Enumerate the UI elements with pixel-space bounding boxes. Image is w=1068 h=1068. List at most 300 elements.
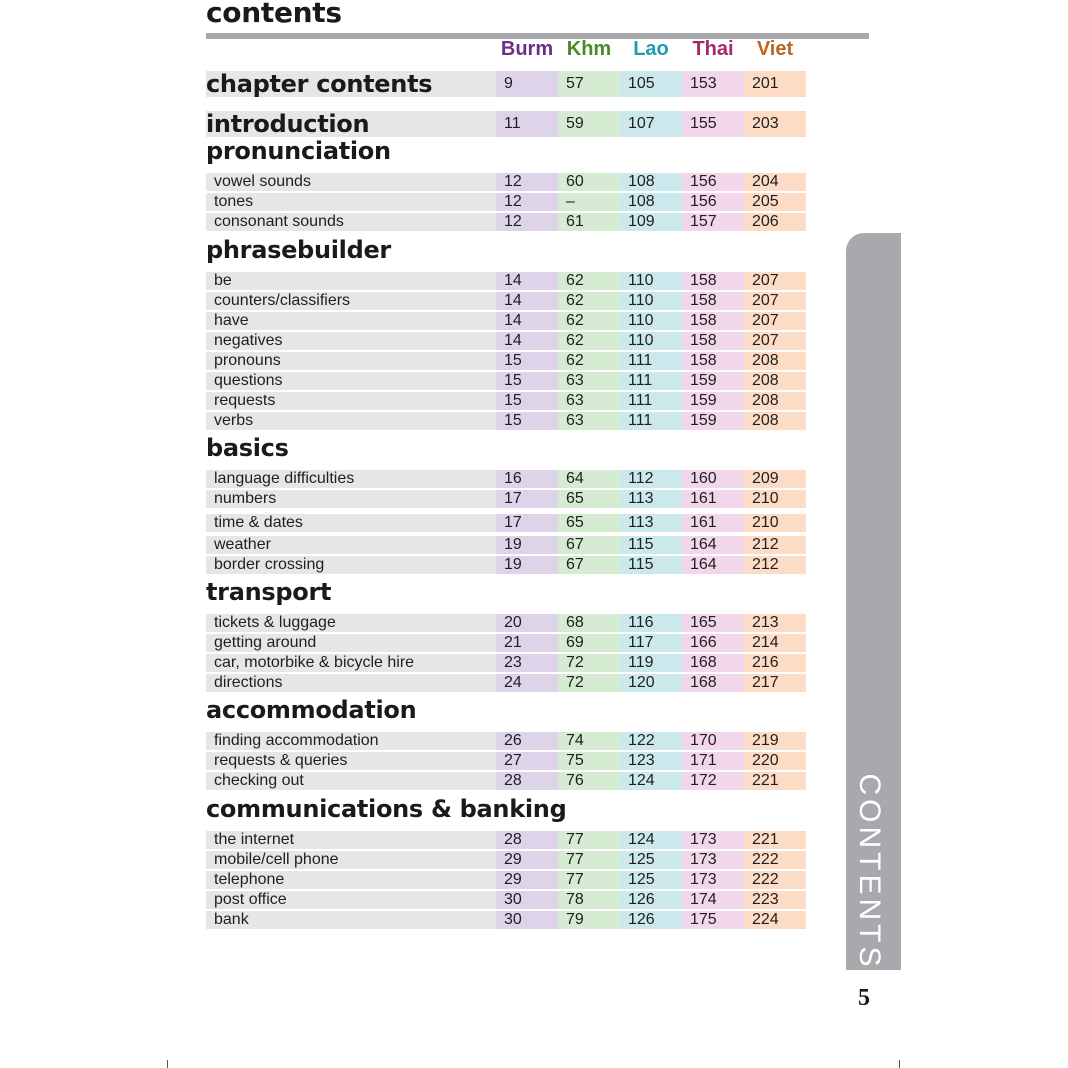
- toc-row-label-cell: [206, 614, 496, 632]
- page-cell-khmer: [558, 412, 620, 430]
- page-number-khmer: 77: [566, 831, 584, 848]
- page-cell-vietnamese: [744, 911, 806, 929]
- page-cell-lao: [620, 732, 682, 750]
- page-cell-thai: [682, 831, 744, 849]
- page-cell-lao: [620, 332, 682, 350]
- page-cell-khmer: [558, 556, 620, 574]
- toc-row[interactable]: [206, 470, 808, 488]
- toc-row-label-cell: [206, 292, 496, 310]
- page-cell-vietnamese: [744, 111, 806, 137]
- page-number-lao: 124: [628, 772, 655, 789]
- page-cell-burmese: [496, 392, 558, 410]
- toc-row-introduction[interactable]: [206, 111, 808, 137]
- page-number-lao: 115: [628, 536, 654, 553]
- page-cell-lao: [620, 891, 682, 909]
- page-number-vietnamese: 204: [752, 173, 779, 190]
- page-cell-vietnamese: [744, 536, 806, 554]
- page-number-burmese: 14: [504, 292, 522, 309]
- section-heading[interactable]: basics: [206, 434, 289, 462]
- page-cell-vietnamese: [744, 674, 806, 692]
- page-number-vietnamese: 210: [752, 514, 779, 531]
- page-cell-khmer: [558, 372, 620, 390]
- page-cell-burmese: [496, 851, 558, 869]
- toc-row-label: finding accommodation: [214, 732, 379, 749]
- toc-row-label: car, motorbike & bicycle hire: [214, 654, 415, 671]
- toc-row[interactable]: [206, 372, 808, 390]
- toc-row[interactable]: [206, 173, 808, 191]
- column-header-thai: Thai: [692, 38, 734, 60]
- toc-row-label: weather: [214, 536, 271, 553]
- page-number-lao: 126: [628, 891, 655, 908]
- toc-row[interactable]: [206, 312, 808, 330]
- page-cell-lao: [620, 213, 682, 231]
- page-cell-khmer: [558, 490, 620, 508]
- toc-row[interactable]: [206, 213, 808, 231]
- page-number-khmer: 62: [566, 272, 584, 289]
- page-number-lao: 124: [628, 831, 655, 848]
- page-number-thai: 173: [690, 831, 717, 848]
- page-number-thai: 168: [690, 654, 717, 671]
- page-cell-thai: [682, 732, 744, 750]
- page-cell-khmer: [558, 71, 620, 97]
- page-number-khmer: 68: [566, 614, 584, 631]
- page-number-lao: 109: [628, 213, 655, 230]
- page-number-khmer: 75: [566, 752, 584, 769]
- page-number-lao: 113: [628, 514, 654, 531]
- page-cell-thai: [682, 911, 744, 929]
- toc-row[interactable]: [206, 292, 808, 310]
- page-number-lao: 110: [628, 332, 654, 349]
- page-number-lao: 111: [628, 372, 653, 389]
- page-number-thai: 166: [690, 634, 717, 651]
- crop-mark-right: [899, 1060, 900, 1068]
- page-number-thai: 156: [690, 193, 717, 210]
- page-number-vietnamese: 213: [752, 614, 779, 631]
- toc-row[interactable]: [206, 556, 808, 574]
- page-cell-khmer: [558, 470, 620, 488]
- toc-row-label: border crossing: [214, 556, 325, 573]
- page-number-burmese: 12: [504, 213, 522, 230]
- page-number-khmer: 67: [566, 536, 584, 553]
- toc-row-label-cell: [206, 911, 496, 929]
- page-number-thai: 170: [690, 732, 717, 749]
- toc-row[interactable]: [206, 831, 808, 849]
- page-cell-thai: [682, 871, 744, 889]
- page-cell-thai: [682, 272, 744, 290]
- page-number-thai: 161: [690, 514, 717, 531]
- toc-row-label-cell: [206, 312, 496, 330]
- page-cell-lao: [620, 634, 682, 652]
- toc-row-label-cell: [206, 891, 496, 909]
- page-cell-lao: [620, 536, 682, 554]
- page-cell-khmer: [558, 772, 620, 790]
- toc-row-label-cell: [206, 372, 496, 390]
- toc-row-label-cell: [206, 392, 496, 410]
- page-cell-burmese: [496, 193, 558, 211]
- page-number-burmese: 21: [504, 634, 522, 651]
- toc-row-label-cell: [206, 213, 496, 231]
- page-number-thai: 157: [690, 213, 717, 230]
- page-number-burmese: 15: [504, 352, 522, 369]
- toc-row[interactable]: [206, 871, 808, 889]
- page-cell-vietnamese: [744, 514, 806, 532]
- page-cell-burmese: [496, 213, 558, 231]
- page-number-thai: 159: [690, 412, 717, 429]
- toc-row[interactable]: [206, 490, 808, 508]
- page-cell-burmese: [496, 871, 558, 889]
- page-number-khmer: 57: [566, 75, 584, 92]
- page-cell-vietnamese: [744, 193, 806, 211]
- page-number-thai: 173: [690, 871, 717, 888]
- toc-row-label-cell: [206, 536, 496, 554]
- toc-row-label: mobile/cell phone: [214, 851, 339, 868]
- page-cell-vietnamese: [744, 312, 806, 330]
- page-cell-khmer: [558, 173, 620, 191]
- toc-row[interactable]: [206, 193, 808, 211]
- toc-row-label: have: [214, 312, 249, 329]
- page-cell-thai: [682, 674, 744, 692]
- page-cell-lao: [620, 772, 682, 790]
- page-cell-khmer: [558, 272, 620, 290]
- page-cell-burmese: [496, 111, 558, 137]
- page-number-vietnamese: 208: [752, 372, 779, 389]
- page-number-thai: 155: [690, 115, 717, 132]
- page-number-vietnamese: 216: [752, 654, 779, 671]
- page-number-vietnamese: 212: [752, 556, 779, 573]
- page-number-khmer: 64: [566, 470, 584, 487]
- column-headers: [0, 38, 1068, 66]
- toc-row-label-cell: [206, 732, 496, 750]
- toc-row-label-cell: [206, 71, 496, 97]
- page-number-lao: 126: [628, 911, 655, 928]
- page-cell-khmer: [558, 752, 620, 770]
- page-number-vietnamese: 208: [752, 392, 779, 409]
- page-cell-thai: [682, 392, 744, 410]
- page-cell-lao: [620, 470, 682, 488]
- page-number-thai: 158: [690, 312, 717, 329]
- page-number-vietnamese: 221: [752, 831, 779, 848]
- page-number-burmese: 17: [504, 490, 522, 507]
- toc-row[interactable]: [206, 392, 808, 410]
- page-number-thai: 164: [690, 536, 717, 553]
- page-cell-lao: [620, 111, 682, 137]
- page-cell-vietnamese: [744, 556, 806, 574]
- page-number-thai: 159: [690, 372, 717, 389]
- toc-row-label-cell: [206, 851, 496, 869]
- toc-row[interactable]: [206, 272, 808, 290]
- toc-row[interactable]: [206, 891, 808, 909]
- page-cell-thai: [682, 490, 744, 508]
- toc-row-label: post office: [214, 891, 287, 908]
- page-number-burmese: 29: [504, 851, 522, 868]
- page-number-khmer: 61: [566, 213, 584, 230]
- toc-row[interactable]: [206, 536, 808, 554]
- section-heading[interactable]: pronunciation: [206, 137, 391, 165]
- toc-row-label: bank: [214, 911, 249, 928]
- page-cell-khmer: [558, 312, 620, 330]
- page-cell-khmer: [558, 674, 620, 692]
- page-number-thai: 172: [690, 772, 717, 789]
- page-cell-burmese: [496, 634, 558, 652]
- page-number-burmese: 26: [504, 732, 522, 749]
- crop-mark-left: [167, 1060, 168, 1068]
- page-number-burmese: 17: [504, 514, 522, 531]
- page-number-khmer: 72: [566, 674, 584, 691]
- page-number-khmer: 76: [566, 772, 584, 789]
- page-cell-burmese: [496, 674, 558, 692]
- page-cell-thai: [682, 614, 744, 632]
- page-cell-lao: [620, 752, 682, 770]
- toc-row-label-cell: [206, 674, 496, 692]
- page-cell-burmese: [496, 654, 558, 672]
- toc-row-label-cell: [206, 772, 496, 790]
- toc-row-label: tones: [214, 193, 254, 210]
- toc-row-label: consonant sounds: [214, 213, 344, 230]
- toc-row[interactable]: [206, 772, 808, 790]
- page-number-vietnamese: 222: [752, 851, 779, 868]
- page-number-vietnamese: 207: [752, 272, 779, 289]
- page-cell-vietnamese: [744, 332, 806, 350]
- page-number-thai: 158: [690, 272, 717, 289]
- page-cell-thai: [682, 173, 744, 191]
- page-number-vietnamese: 201: [752, 75, 779, 92]
- page-cell-burmese: [496, 490, 558, 508]
- page-cell-lao: [620, 674, 682, 692]
- page-cell-thai: [682, 292, 744, 310]
- toc-row-label: directions: [214, 674, 283, 691]
- toc-row-label: time & dates: [214, 514, 303, 531]
- page-number-thai: 174: [690, 891, 717, 908]
- page-cell-lao: [620, 911, 682, 929]
- page-cell-lao: [620, 372, 682, 390]
- page-number-lao: 111: [628, 392, 653, 409]
- page-cell-lao: [620, 654, 682, 672]
- page-cell-thai: [682, 514, 744, 532]
- page-number-khmer: 62: [566, 292, 584, 309]
- page-number-vietnamese: 207: [752, 292, 779, 309]
- page-title: contents: [206, 0, 342, 29]
- page-number-vietnamese: 224: [752, 911, 779, 928]
- toc-row-label-cell: [206, 556, 496, 574]
- page-cell-burmese: [496, 514, 558, 532]
- page-cell-vietnamese: [744, 851, 806, 869]
- page-cell-khmer: [558, 193, 620, 211]
- page-number-lao: 120: [628, 674, 655, 691]
- page-number-burmese: 16: [504, 470, 522, 487]
- page-cell-khmer: [558, 392, 620, 410]
- toc-row-label-cell: [206, 654, 496, 672]
- toc-row[interactable]: [206, 614, 808, 632]
- toc-row-label-cell: [206, 412, 496, 430]
- toc-row-label-cell: [206, 193, 496, 211]
- page-cell-vietnamese: [744, 654, 806, 672]
- page-number-khmer: 60: [566, 173, 584, 190]
- page-number-thai: 160: [690, 470, 717, 487]
- toc-row[interactable]: [206, 851, 808, 869]
- toc-row[interactable]: [206, 634, 808, 652]
- toc-row-label: counters/classifiers: [214, 292, 351, 309]
- toc-row-label-cell: [206, 111, 496, 137]
- page-cell-vietnamese: [744, 372, 806, 390]
- page-number-khmer: –: [566, 193, 575, 210]
- toc-row-label: the internet: [214, 831, 295, 848]
- page-cell-thai: [682, 654, 744, 672]
- page-cell-burmese: [496, 772, 558, 790]
- page-cell-vietnamese: [744, 634, 806, 652]
- page-number-burmese: 15: [504, 372, 522, 389]
- page-cell-khmer: [558, 831, 620, 849]
- section-heading[interactable]: transport: [206, 578, 332, 606]
- page-cell-burmese: [496, 752, 558, 770]
- page-cell-vietnamese: [744, 272, 806, 290]
- toc-row[interactable]: [206, 732, 808, 750]
- section-heading[interactable]: communications & banking: [206, 795, 567, 823]
- page-number-vietnamese: 207: [752, 312, 779, 329]
- page-cell-vietnamese: [744, 490, 806, 508]
- page-cell-vietnamese: [744, 732, 806, 750]
- page-cell-thai: [682, 772, 744, 790]
- page-number-lao: 108: [628, 173, 655, 190]
- toc-row-label-cell: [206, 831, 496, 849]
- toc-row[interactable]: [206, 352, 808, 370]
- toc-row[interactable]: [206, 412, 808, 430]
- page-cell-vietnamese: [744, 831, 806, 849]
- page-number-vietnamese: 203: [752, 115, 779, 132]
- page-number-lao: 110: [628, 312, 654, 329]
- toc-row[interactable]: [206, 674, 808, 692]
- page-cell-vietnamese: [744, 71, 806, 97]
- page-number-thai: 173: [690, 851, 717, 868]
- toc-row-label: be: [214, 272, 232, 289]
- page-number-thai: 159: [690, 392, 717, 409]
- page-cell-khmer: [558, 614, 620, 632]
- page-number-lao: 111: [628, 412, 653, 429]
- page-number-burmese: 14: [504, 272, 522, 289]
- section-heading[interactable]: accommodation: [206, 696, 417, 724]
- page-cell-khmer: [558, 654, 620, 672]
- page-number-thai: 161: [690, 490, 717, 507]
- toc-row[interactable]: [206, 752, 808, 770]
- page-cell-burmese: [496, 412, 558, 430]
- page-number-vietnamese: 208: [752, 412, 779, 429]
- page-cell-lao: [620, 614, 682, 632]
- page-number-khmer: 77: [566, 871, 584, 888]
- toc-row-label: vowel sounds: [214, 173, 311, 190]
- toc-row-label: language difficulties: [214, 470, 355, 487]
- page-number-vietnamese: 219: [752, 732, 779, 749]
- page-cell-burmese: [496, 352, 558, 370]
- page-cell-burmese: [496, 831, 558, 849]
- page-number-burmese: 30: [504, 891, 522, 908]
- page-number-thai: 156: [690, 173, 717, 190]
- page-number-vietnamese: 207: [752, 332, 779, 349]
- section-heading[interactable]: phrasebuilder: [206, 236, 391, 264]
- page-cell-burmese: [496, 312, 558, 330]
- page-cell-vietnamese: [744, 614, 806, 632]
- page-cell-khmer: [558, 536, 620, 554]
- toc-row-label-cell: [206, 352, 496, 370]
- toc-row[interactable]: [206, 514, 808, 532]
- page-cell-khmer: [558, 111, 620, 137]
- page-number-khmer: 65: [566, 514, 584, 531]
- page-cell-burmese: [496, 614, 558, 632]
- page-number-lao: 113: [628, 490, 654, 507]
- page-cell-burmese: [496, 332, 558, 350]
- page-number-lao: 115: [628, 556, 654, 573]
- toc-row-label: telephone: [214, 871, 285, 888]
- toc-row[interactable]: [206, 911, 808, 929]
- page-number-burmese: 14: [504, 332, 522, 349]
- page-cell-burmese: [496, 536, 558, 554]
- page-number-lao: 116: [628, 614, 654, 631]
- page-cell-vietnamese: [744, 352, 806, 370]
- page-cell-lao: [620, 514, 682, 532]
- page-cell-burmese: [496, 891, 558, 909]
- page-number-lao: 110: [628, 272, 654, 289]
- page-cell-thai: [682, 372, 744, 390]
- page-number-burmese: 29: [504, 871, 522, 888]
- page-cell-vietnamese: [744, 891, 806, 909]
- page-cell-vietnamese: [744, 392, 806, 410]
- page-number-vietnamese: 208: [752, 352, 779, 369]
- page-number-thai: 153: [690, 75, 717, 92]
- toc-row-label-cell: [206, 514, 496, 532]
- page-number-burmese: 27: [504, 752, 522, 769]
- page-number-vietnamese: 223: [752, 891, 779, 908]
- page-cell-thai: [682, 71, 744, 97]
- toc-row[interactable]: [206, 654, 808, 672]
- toc-row[interactable]: [206, 332, 808, 350]
- page-cell-thai: [682, 851, 744, 869]
- page-cell-thai: [682, 634, 744, 652]
- column-header-burmese: Burm: [500, 38, 554, 60]
- toc-row-label-cell: [206, 470, 496, 488]
- page-cell-burmese: [496, 272, 558, 290]
- page-cell-lao: [620, 871, 682, 889]
- page-cell-burmese: [496, 372, 558, 390]
- page-cell-lao: [620, 831, 682, 849]
- page-cell-khmer: [558, 732, 620, 750]
- page-number-burmese: 9: [504, 75, 513, 92]
- page-number-vietnamese: 210: [752, 490, 779, 507]
- page-number-thai: 164: [690, 556, 717, 573]
- column-header-lao: Lao: [633, 38, 669, 60]
- page-number-lao: 108: [628, 193, 655, 210]
- page-cell-lao: [620, 193, 682, 211]
- page-cell-thai: [682, 332, 744, 350]
- page-number-khmer: 78: [566, 891, 584, 908]
- toc-row-chapter-contents[interactable]: [206, 71, 808, 97]
- page-number-thai: 168: [690, 674, 717, 691]
- page-cell-thai: [682, 111, 744, 137]
- page-cell-burmese: [496, 292, 558, 310]
- page-number: 5: [858, 985, 870, 1011]
- page-cell-thai: [682, 556, 744, 574]
- toc-row-label: introduction: [206, 110, 370, 138]
- page-cell-burmese: [496, 173, 558, 191]
- page-number-lao: 112: [628, 470, 654, 487]
- page-cell-vietnamese: [744, 292, 806, 310]
- page-number-burmese: 15: [504, 412, 522, 429]
- page-cell-burmese: [496, 71, 558, 97]
- page-cell-khmer: [558, 332, 620, 350]
- page-number-vietnamese: 220: [752, 752, 779, 769]
- toc-row-label: numbers: [214, 490, 277, 507]
- page-cell-vietnamese: [744, 871, 806, 889]
- page-number-vietnamese: 217: [752, 674, 779, 691]
- toc-row-label-cell: [206, 490, 496, 508]
- column-header-vietnamese: Viet: [756, 38, 794, 60]
